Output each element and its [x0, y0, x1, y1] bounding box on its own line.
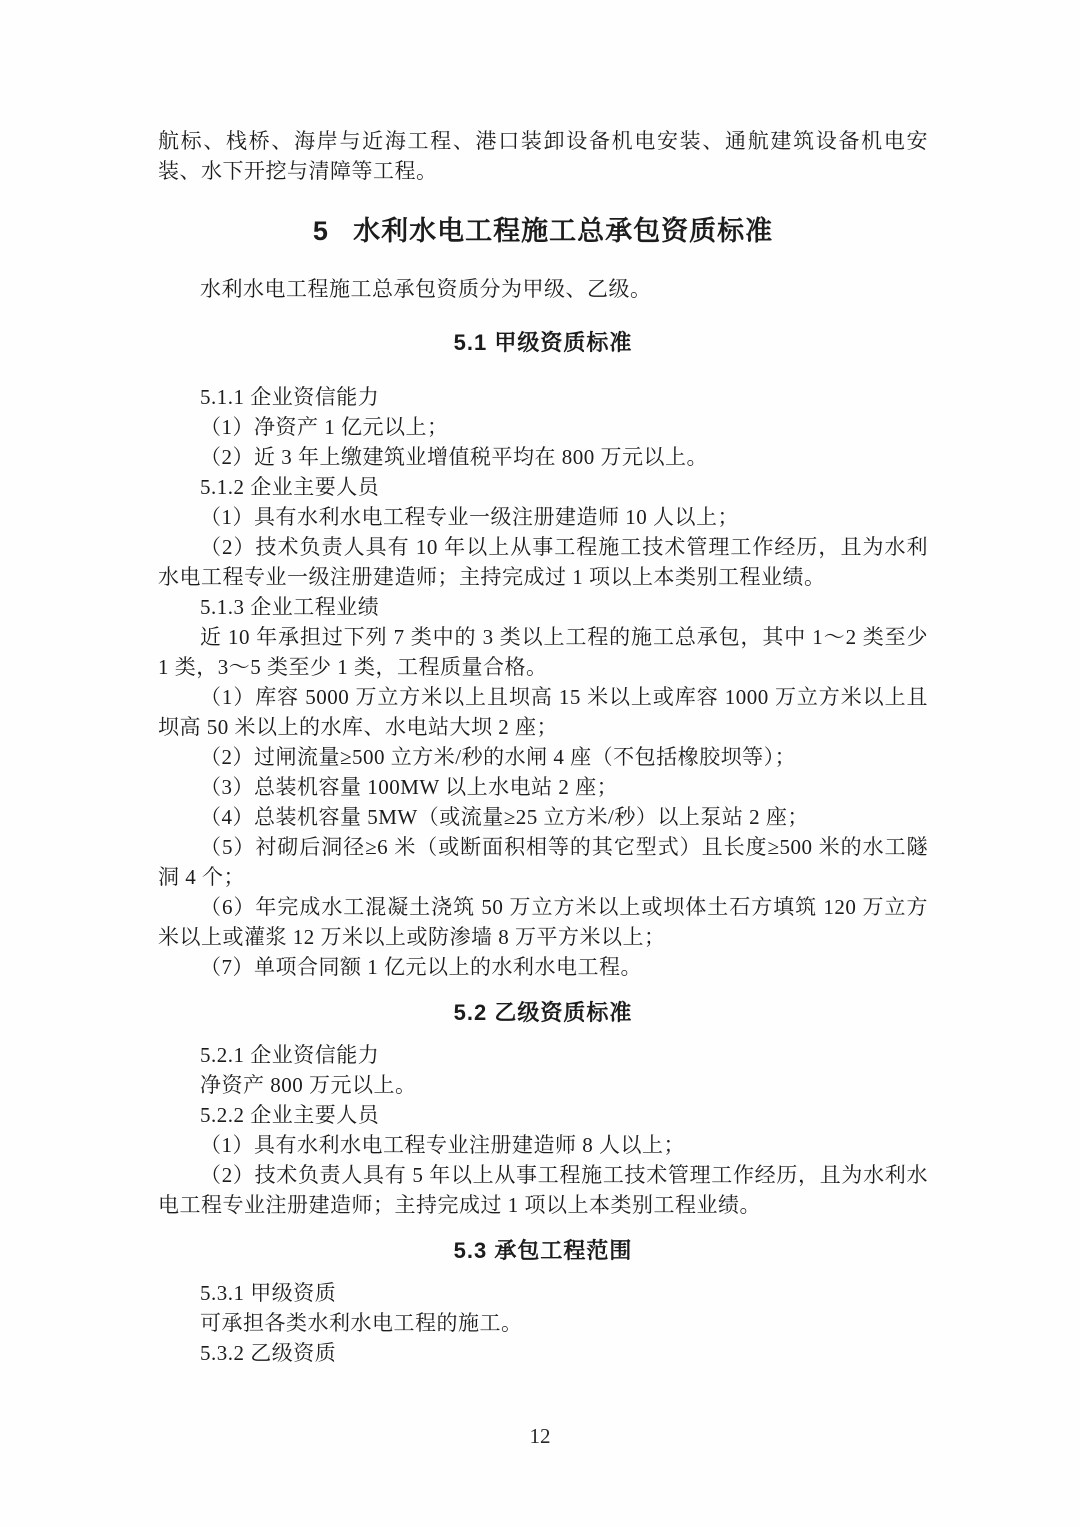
clause-5-1-3-item-2: （2）过闸流量≥500 立方米/秒的水闸 4 座（不包括橡胶坝等）； [200, 745, 797, 769]
section-5-3-body [158, 1278, 928, 1368]
clause-5-1-2-item-1: （1）具有水利水电工程专业一级注册建造师 10 人以上； [200, 505, 739, 529]
section-heading-5-3: 5.3 承包工程范围 [453, 1238, 633, 1263]
clause-5-1-3-intro: 近 10 年承担过下列 7 类中的 3 类以上工程的施工总承包，其中 1～2 类至少 1 类，3～5 类至少 1 类，工程质量合格。 [158, 625, 928, 679]
clause-5-1-3-item-4: （4）总装机容量 5MW（或流量≥25 立方米/秒）以上泵站 2 座； [200, 805, 809, 829]
intro-continuation-paragraph: 航标、栈桥、海岸与近海工程、港口装卸设备机电安装、通航建筑设备机电安装、水下开挖与清障等工程。 [158, 129, 928, 183]
clause-5-1-2: 5.1.2 企业主要人员 [200, 475, 380, 499]
chapter-intro-paragraph: 水利水电工程施工总承包资质分为甲级、乙级。 [200, 277, 652, 301]
clause-5-3-1-text: 可承担各类水利水电工程的施工。 [200, 1311, 523, 1335]
section-heading-5-2: 5.2 乙级资质标准 [453, 1000, 633, 1025]
clause-5-3-1: 5.3.1 甲级资质 [200, 1281, 337, 1305]
clause-5-2-2-item-1: （1）具有水利水电工程专业注册建造师 8 人以上； [200, 1133, 685, 1157]
clause-5-2-1: 5.2.1 企业资信能力 [200, 1043, 380, 1067]
clause-5-1-3: 5.1.3 企业工程业绩 [200, 595, 380, 619]
clause-5-3-2: 5.3.2 乙级资质 [200, 1341, 337, 1365]
section-5-2-body [158, 1040, 928, 1220]
clause-5-1-3-item-7: （7）单项合同额 1 亿元以上的水利水电工程。 [200, 955, 642, 979]
chapter-title: 水利水电工程施工总承包资质标准 [353, 216, 774, 246]
clause-5-1-2-item-2: （2）技术负责人具有 10 年以上从事工程施工技术管理工作经历，且为水利水电工程专业一级注册建造师；主持完成过 1 项以上本类别工程业绩。 [158, 535, 928, 589]
clause-5-1-3-item-6: （6）年完成水工混凝土浇筑 50 万立方米以上或坝体土石方填筑 120 万立方米以上或灌浆 12 万米以上或防渗墙 8 万平方米以上； [158, 895, 928, 949]
clause-5-2-2-item-2: （2）技术负责人具有 5 年以上从事工程施工技术管理工作经历，且为水利水电工程专业注册建造师；主持完成过 1 项以上本类别工程业绩。 [158, 1163, 928, 1217]
section-5-1-body [158, 382, 928, 982]
chapter-heading [158, 212, 928, 250]
clause-5-1-3-item-3: （3）总装机容量 100MW 以上水电站 2 座； [200, 775, 619, 799]
page-number: 12 [529, 1424, 551, 1448]
clause-5-1-1-item-1: （1）净资产 1 亿元以上； [200, 415, 449, 439]
clause-5-2-2: 5.2.2 企业主要人员 [200, 1103, 380, 1127]
clause-5-1-1: 5.1.1 企业资信能力 [200, 385, 380, 409]
clause-5-2-1-item: 净资产 800 万元以上。 [200, 1073, 417, 1097]
clause-5-1-3-item-1: （1）库容 5000 万立方米以上且坝高 15 米以上或库容 1000 万立方米以上且坝高 50 米以上的水库、水电站大坝 2 座； [158, 685, 928, 739]
clause-5-1-1-item-2: （2）近 3 年上缴建筑业增值税平均在 800 万元以上。 [200, 445, 708, 469]
chapter-number: 5 [312, 216, 329, 246]
clause-5-1-3-item-5: （5）衬砌后洞径≥6 米（或断面积相等的其它型式）且长度≥500 米的水工隧洞 4 个； [158, 835, 928, 889]
section-heading-5-1: 5.1 甲级资质标准 [453, 330, 633, 355]
